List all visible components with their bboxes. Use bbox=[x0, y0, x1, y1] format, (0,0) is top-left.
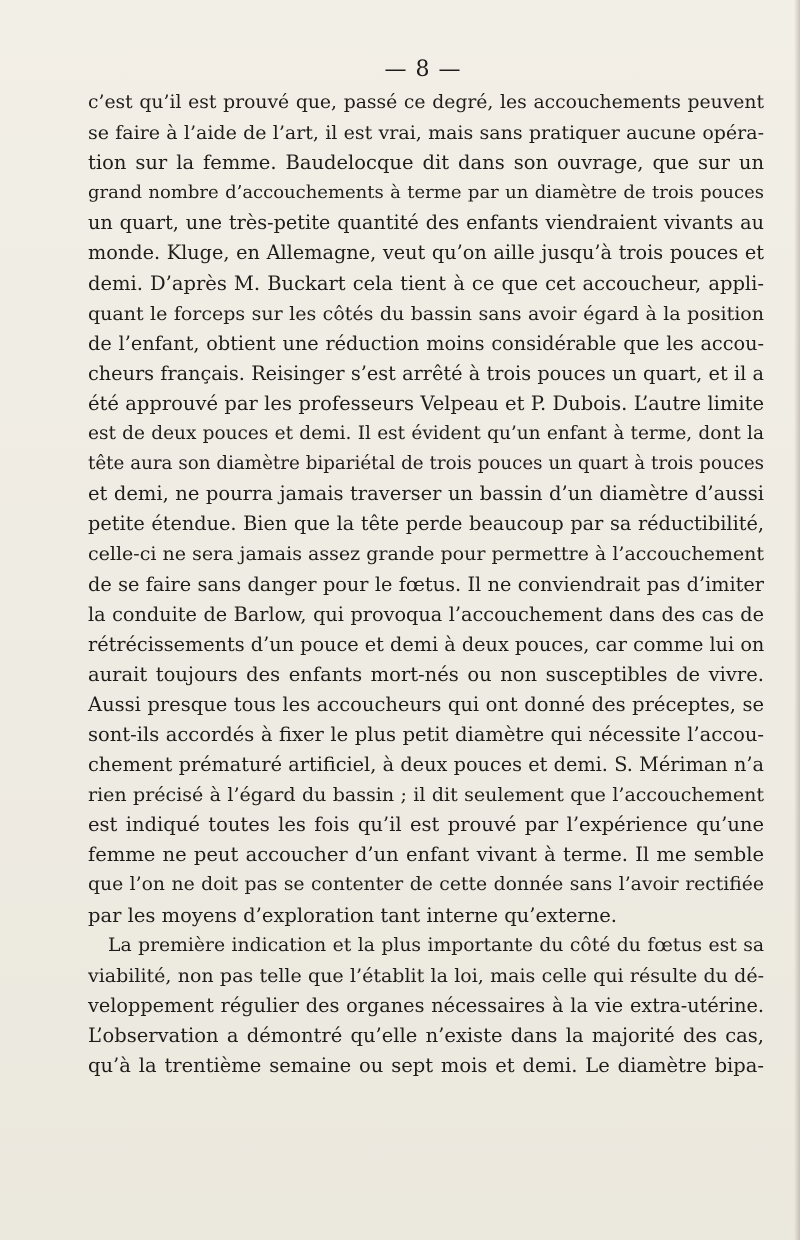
text-line: qu’à la trentième semaine ou sept mois et demi. Le diamètre bipa- bbox=[88, 1054, 764, 1077]
text-line: demi. D’après M. Buckart cela tient à ce que cet accoucheur, appli- bbox=[88, 271, 764, 295]
text-line: celle-ci ne sera jamais assez grande pour permettre à l’accouchement bbox=[88, 543, 764, 566]
text-line: été approuvé par les professeurs Velpeau et P. Dubois. L’autre limite bbox=[88, 391, 764, 415]
text-line: cheurs français. Reisinger s’est arrêté à trois pouces un quart, et il a bbox=[88, 361, 764, 385]
text-line: chement prématuré artificiel, à deux pouces et demi. S. Mériman n’a bbox=[88, 753, 764, 777]
page-number: — 8 — bbox=[384, 57, 462, 82]
text-line: est indiqué toutes les fois qu’il est prouvé par l’expérience qu’une bbox=[88, 813, 764, 837]
text-line: L’observation a démontré qu’elle n’existe dans la majorité des cas, bbox=[88, 1023, 764, 1047]
text-line: un quart, une très-petite quantité des enfants viendraient vivants au bbox=[88, 211, 764, 235]
text-line: Aussi presque tous les accoucheurs qui ont donné des préceptes, se bbox=[88, 692, 764, 716]
text-line: rien précisé à l’égard du bassin ; il dit seulement que l’accouchement bbox=[88, 784, 764, 807]
text-line: tête aura son diamètre bipariétal de trois pouces un quart à trois pouces bbox=[88, 453, 764, 475]
text-line: petite étendue. Bien que la tête perde beaucoup par sa réductibilité, bbox=[88, 512, 764, 536]
text-line: aurait toujours des enfants mort-nés ou non susceptibles de vivre. bbox=[88, 662, 764, 686]
text-line: tion sur la femme. Baudelocque dit dans son ouvrage, que sur un bbox=[88, 151, 764, 175]
text-line: quant le forceps sur les côtés du bassin sans avoir égard à la position bbox=[88, 302, 764, 325]
text-line: de se faire sans danger pour le fœtus. Il ne conviendrait pas d’imiter bbox=[88, 572, 764, 596]
text-line: par les moyens d’exploration tant interne qu’externe. bbox=[88, 903, 617, 927]
text-line: de l’enfant, obtient une réduction moins considérable que les accou- bbox=[88, 331, 764, 355]
text-line: femme ne peut accoucher d’un enfant vivant à terme. Il me semble bbox=[88, 843, 764, 867]
text-line: monde. Kluge, en Allemagne, veut qu’on aille jusqu’à trois pouces et bbox=[88, 241, 764, 265]
text-line: est de deux pouces et demi. Il est évident qu’un enfant à terme, dont la bbox=[88, 423, 764, 445]
page-edge-shadow bbox=[794, 0, 800, 1240]
text-line: se faire à l’aide de l’art, il est vrai, mais sans pratiquer aucune opéra- bbox=[88, 122, 764, 145]
text-line: c’est qu’il est prouvé que, passé ce degré, les accouchements peuvent bbox=[88, 92, 764, 113]
text-line: veloppement régulier des organes nécessaires à la vie extra-utérine. bbox=[88, 993, 764, 1017]
text-line: sont-ils accordés à fixer le plus petit diamètre qui nécessite l’accou- bbox=[88, 722, 764, 746]
text-line: la conduite de Barlow, qui provoqua l’accouchement dans des cas de bbox=[88, 602, 764, 626]
body-text bbox=[88, 88, 764, 1081]
text-line: rétrécissements d’un pouce et demi à deux pouces, car comme lui on bbox=[88, 632, 765, 656]
text-line: grand nombre d’accouchements à terme par un diamètre de trois pouces bbox=[88, 182, 764, 204]
text-line: La première indication et la plus importante du côté du fœtus est sa bbox=[108, 934, 764, 956]
text-line: viabilité, non pas telle que l’établit la loi, mais celle qui résulte du dé- bbox=[88, 964, 764, 987]
text-line: que l’on ne doit pas se contenter de cette donnée sans l’avoir rectifiée bbox=[88, 874, 764, 896]
text-line: et demi, ne pourra jamais traverser un bassin d’un diamètre d’aussi bbox=[88, 482, 764, 506]
